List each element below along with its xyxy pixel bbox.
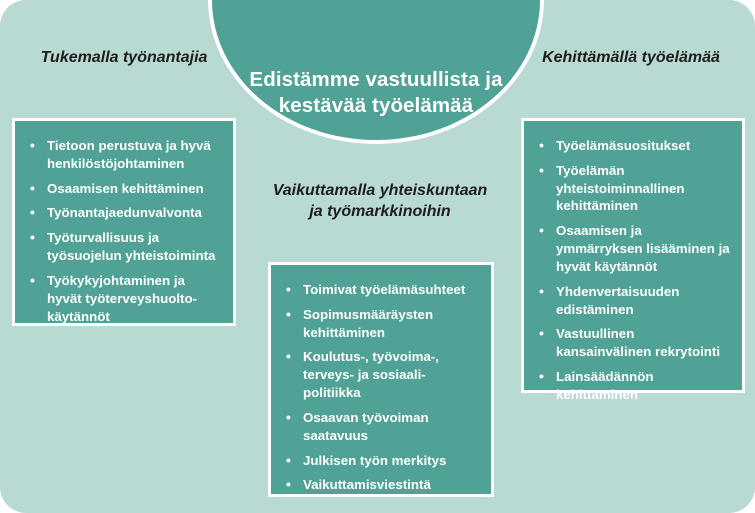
list-item: • Vastuullinen kansainvälinen rekrytointi bbox=[536, 325, 730, 361]
right-box bbox=[521, 118, 745, 402]
list-item: • Osaamisen kehittäminen bbox=[27, 180, 221, 198]
list-item: • Työelämäsuositukset bbox=[536, 137, 730, 155]
center-box bbox=[268, 262, 494, 497]
right-heading: Kehittämällä työelämää bbox=[542, 49, 720, 66]
left-box bbox=[12, 118, 236, 326]
list-item: • Sopimusmääräysten kehittäminen bbox=[283, 306, 479, 342]
right-bullet-list bbox=[536, 137, 730, 404]
list-item: • Työkykyjohtaminen ja hyvät työterveyshuolto-käytännöt bbox=[27, 272, 221, 325]
list-item: • Osaavan työvoiman saatavuus bbox=[283, 409, 479, 445]
center-heading: Vaikuttamalla yhteiskuntaan ja työmarkkinoihin bbox=[272, 182, 488, 220]
list-item: • Toimivat työelämäsuhteet bbox=[283, 281, 479, 299]
central-dome-content bbox=[226, 67, 526, 140]
list-item: • Työturvallisuus ja työsuojelun yhteistoiminta bbox=[27, 229, 221, 265]
list-item: • Työelämän yhteistoiminnallinen kehittäminen bbox=[536, 162, 730, 215]
list-item: • Vaikuttamisviestintä bbox=[283, 476, 479, 494]
list-item: • Koulutus-, työvoima-, terveys- ja sosiaali-politiikka bbox=[283, 348, 479, 401]
list-item: • Tietoon perustuva ja hyvä henkilöstöjohtaminen bbox=[27, 137, 221, 173]
list-item: • Julkisen työn merkitys bbox=[283, 452, 479, 470]
list-item: • Osaamisen ja ymmärryksen lisääminen ja hyvät käytännöt bbox=[536, 222, 730, 275]
list-item: • Lainsäädännön kehittäminen bbox=[536, 368, 730, 404]
central-dome bbox=[208, 0, 544, 144]
center-bullet-list bbox=[283, 281, 479, 494]
diagram-title: Edistämme vastuullista ja kestävää työelämää bbox=[249, 68, 503, 117]
left-bullet-list bbox=[27, 137, 221, 325]
list-item: • Työnantajaedunvalvonta bbox=[27, 204, 221, 222]
left-heading: Tukemalla työnantajia bbox=[40, 49, 208, 66]
list-item: • Yhdenvertaisuuden edistäminen bbox=[536, 283, 730, 319]
